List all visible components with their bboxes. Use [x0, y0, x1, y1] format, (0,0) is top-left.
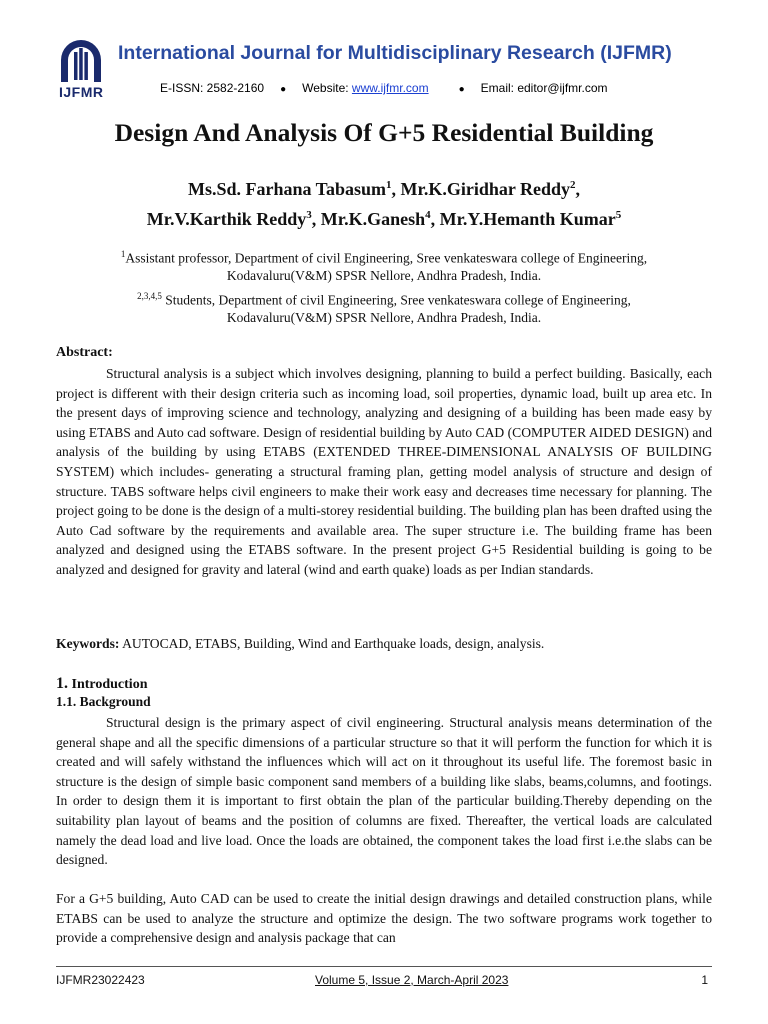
body-paragraph: For a G+5 building, Auto CAD can be used to create the initial design drawings and detailed construction plans, while ETABS can be used to analyze the structure and optimize the design. The two software programs work together to provide a comprehensive design and analysis package that can	[56, 891, 712, 946]
issn: E-ISSN: 2582-2160	[160, 81, 265, 95]
journal-info-line	[160, 81, 608, 95]
author-separator: ,	[575, 179, 581, 199]
affiliation-line: Kodavaluru(V&M) SPSR Nellore, Andhra Pradesh, India.	[226, 267, 542, 283]
author-separator: ,	[391, 179, 401, 199]
author-line-1	[0, 172, 768, 202]
author-sup: 1	[386, 179, 392, 191]
journal-abbr: (IJFMR)	[600, 42, 672, 64]
bullet-separator: ●	[280, 84, 287, 95]
page-footer	[56, 966, 712, 997]
journal-header	[56, 38, 716, 108]
author-name: Mr.K.Giridhar Reddy	[400, 179, 571, 199]
author-sup: 3	[306, 209, 312, 221]
affiliation-sup: 1	[120, 249, 126, 259]
affiliation-line	[0, 246, 768, 267]
paper-id: IJFMR23022423	[56, 973, 145, 987]
website-link[interactable]: www.ijfmr.com	[351, 81, 429, 95]
author-sup: 4	[425, 209, 431, 221]
affiliation-text: Students, Department of civil Engineering, Sree venkateswara college of Engineering,	[161, 292, 631, 308]
logo-text: IJFMR	[59, 84, 104, 100]
volume-issue: Volume 5, Issue 2, March-April 2023	[315, 973, 509, 987]
affiliation-2	[0, 288, 768, 326]
affiliation-line	[0, 288, 768, 309]
keywords-label: Keywords:	[56, 636, 120, 651]
affiliation-sup: 2,3,4,5	[137, 291, 162, 301]
affiliation-1	[0, 246, 768, 284]
intro-paragraph: Structural design is the primary aspect of civil engineering. Structural analysis means determination of the general shape and all the specific dimensions of a particular structure so that it will perform the function for which it is created and will safely withstand the influences which will act on it throughout its useful life. The foremost basic in structure is the design of simple basic component sand members of a building like slabs, beams,columns, and footings. In order to design them it is important to first obtain the plan of the particular building.Thereby depending on the suitability plan layout of beams and the position of columns are fixed. Thereafter, the vertical loads are calculated namely the dead load and live load. Once the loads are obtained, the component takes the load first i.e.the slabs can be designed.	[56, 715, 712, 868]
paper-title: Design And Analysis Of G+5 Residential Building	[114, 118, 654, 147]
keywords	[56, 634, 712, 654]
email: Email: editor@ijfmr.com	[480, 81, 608, 95]
bullet-separator: ●	[458, 84, 465, 95]
author-name: Mr.K.Ganesh	[320, 209, 426, 229]
section-number: 1.	[56, 675, 68, 692]
affiliation-text: Assistant professor, Department of civil Engineering, Sree venkateswara college of Engineering,	[125, 250, 648, 266]
author-list	[0, 172, 768, 232]
subsection-heading-background: 1.1. Background	[56, 694, 151, 709]
keywords-text: AUTOCAD, ETABS, Building, Wind and Earthquake loads, design, analysis.	[119, 636, 545, 651]
abstract-heading: Abstract:	[56, 345, 113, 360]
author-name: Mr.V.Karthik Reddy	[146, 209, 307, 229]
section-title: Introduction	[68, 677, 148, 692]
author-sup: 2	[570, 179, 576, 191]
author-line-2	[0, 202, 768, 232]
author-sup: 5	[615, 209, 622, 221]
section-heading-introduction	[56, 675, 147, 693]
author-separator: ,	[430, 209, 440, 229]
page-number: 1	[701, 973, 708, 987]
journal-title	[118, 42, 672, 65]
website-label: Website:	[302, 81, 349, 95]
affiliation-line: Kodavaluru(V&M) SPSR Nellore, Andhra Pradesh, India.	[226, 309, 542, 325]
author-name: Ms.Sd. Farhana Tabasum	[187, 179, 387, 199]
journal-name: International Journal for Multidisciplinary Research	[118, 42, 595, 64]
author-name: Mr.Y.Hemanth Kumar	[439, 209, 616, 229]
abstract-text: Structural analysis is a subject which involves designing, planning to build a perfect building. Basically, each project is different with their design criteria such as incoming load, soil properties, dynamic load, built up area etc. In the present days of improving science and technology, analyzing and designing of a building has been made easy by using ETABS and Auto cad software. Design of residential building by Auto CAD (COMPUTER AIDED DESIGN) and analysis of the building by using ETABS (EXTENDED THREE-DIMENSIONAL ANALYSIS OF BUILDING SYSTEM) which includes- generating a structural framing plan, getting model analysis of structure and design of structure. TABS software helps civil engineers to make their work easy and decreases time necessary for planning. The project going to be done is the design of a multi-storey residential building. The building plan has been drafted using the Auto Cad software by the requirements and available area. The super structure i.e. The building frame has been analyzed and designed using the ETABS software. In the present project G+5 Residential building is going to be analyzed and designed for gravity and lateral (wind and earth quake) loads as per Indian standards.	[56, 366, 712, 577]
author-separator: ,	[311, 209, 321, 229]
